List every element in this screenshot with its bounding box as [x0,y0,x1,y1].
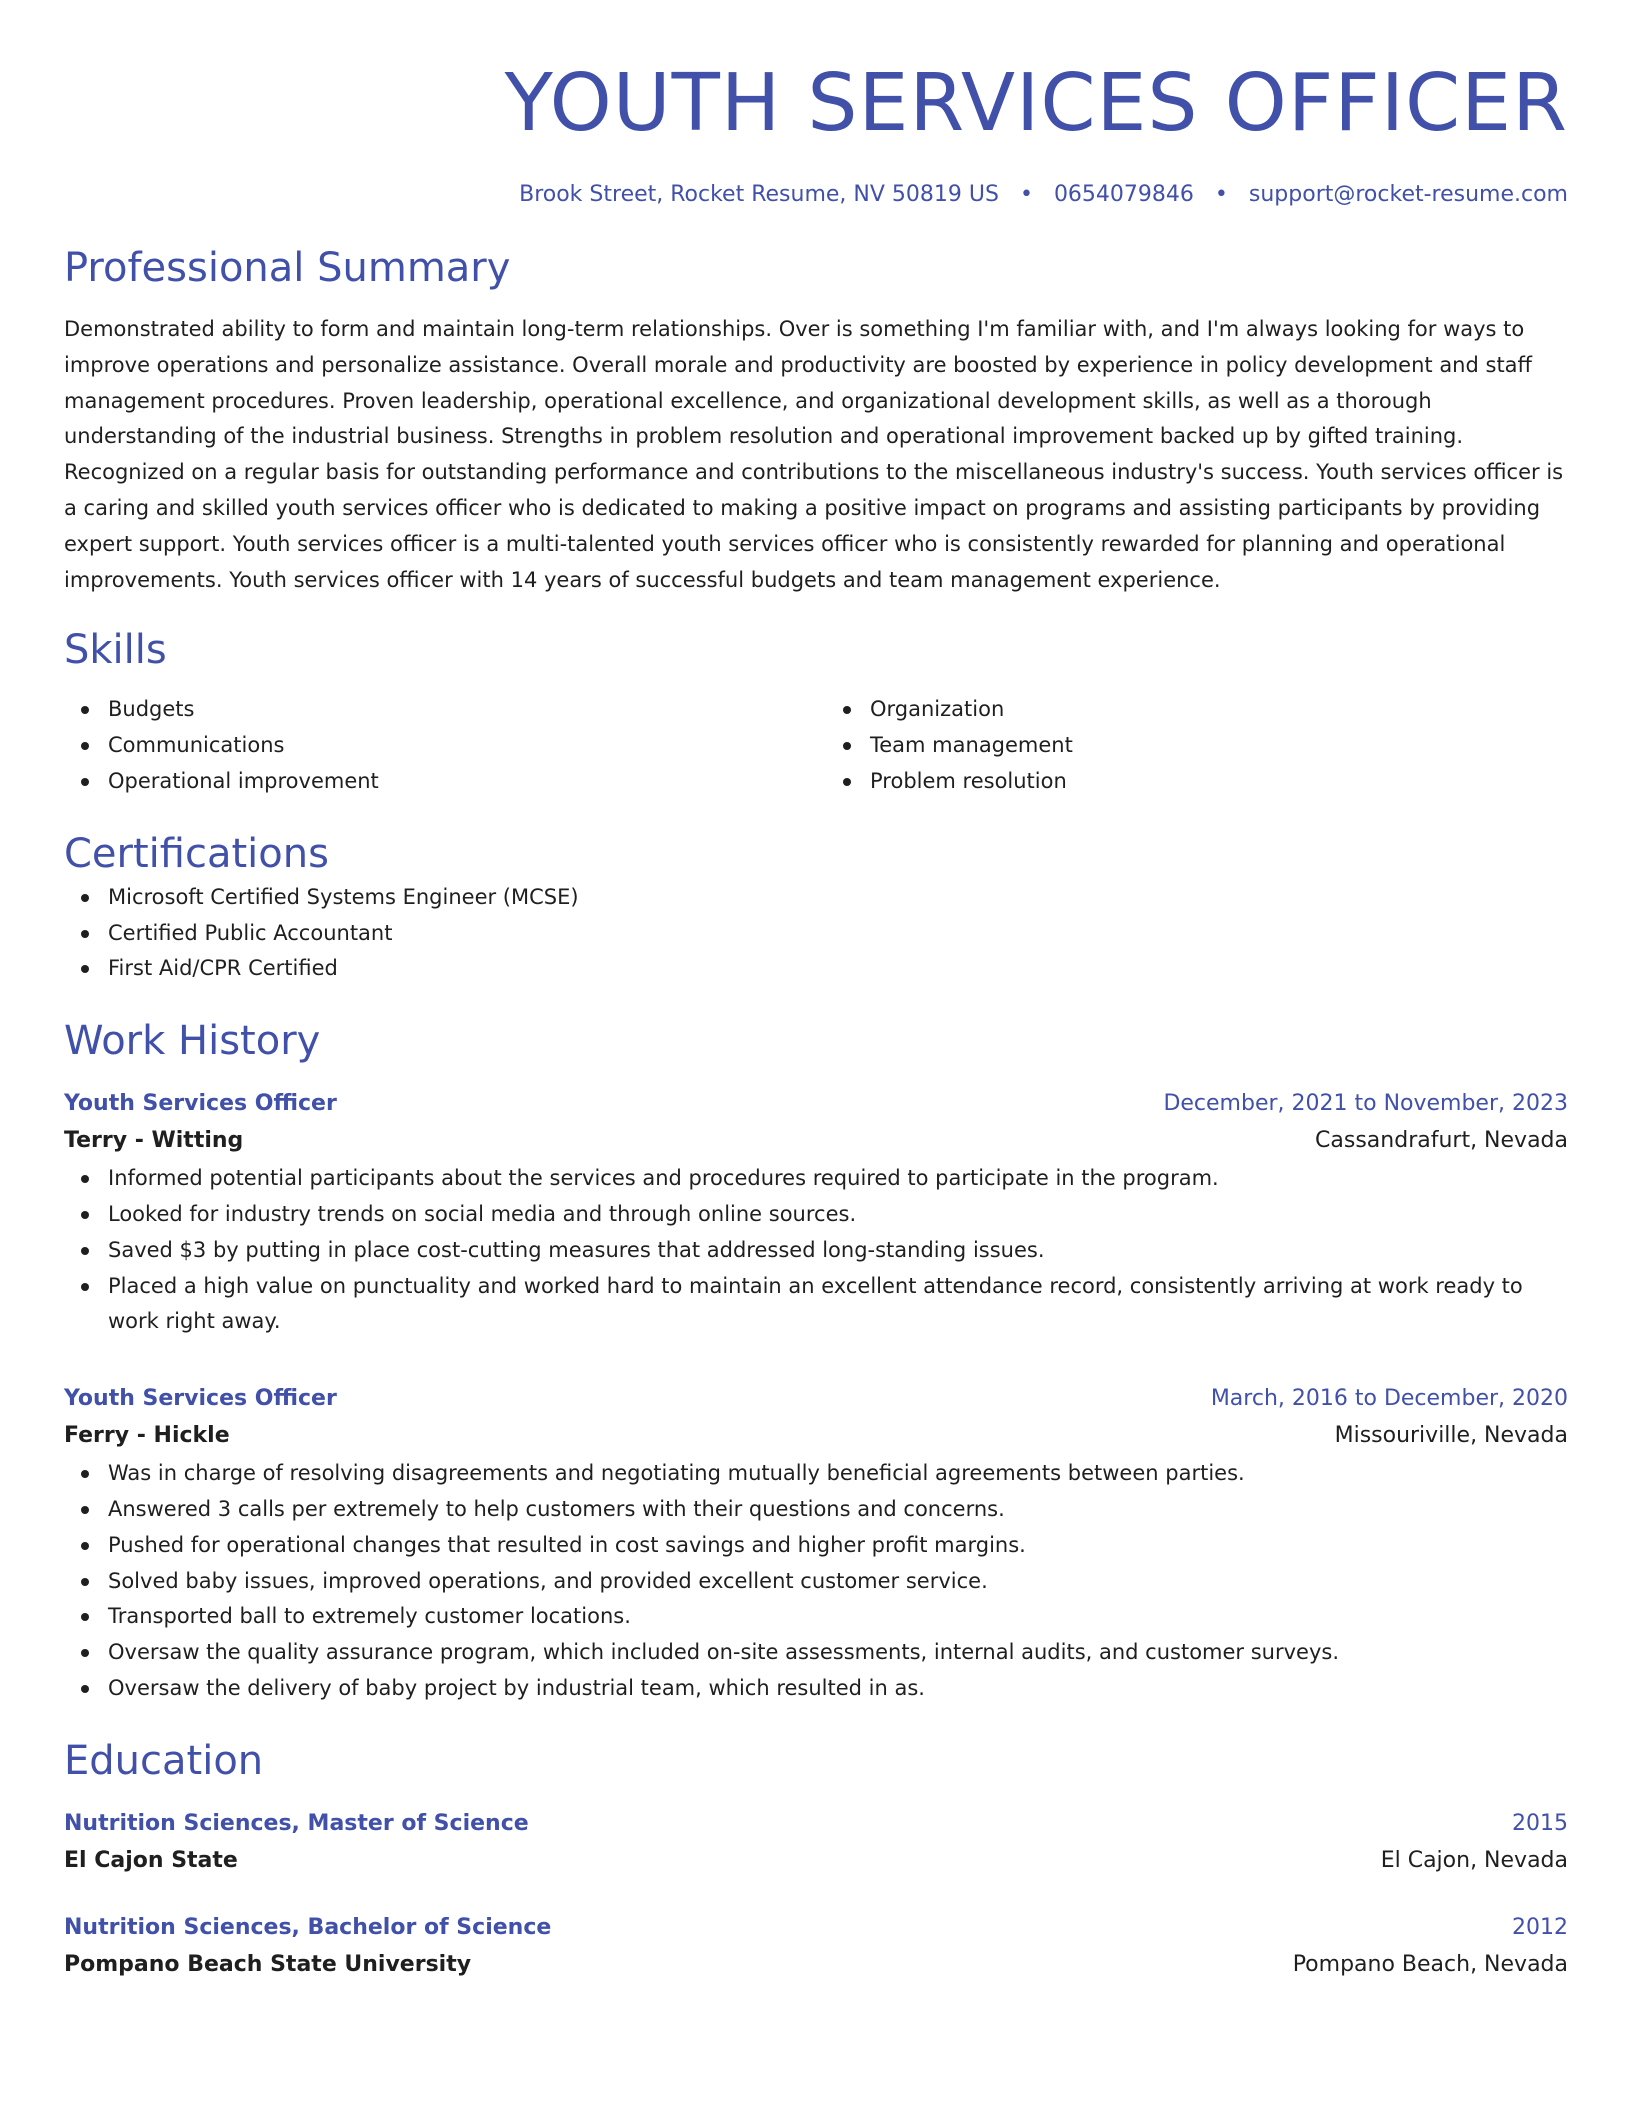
skills-list-right [826,692,1568,799]
job-bullet: Answered 3 calls per extremely to help customers with their questions and concerns. [108,1492,1568,1528]
skills-section [64,624,1568,799]
work-history-section [64,1015,1568,1707]
education-section [64,1735,1568,1985]
job-location: Missouriville, Nevada [1334,1423,1568,1449]
certifications-section [64,828,1568,987]
certifications-heading: Certifications [64,830,329,877]
skills-grid [64,692,1568,799]
job-dates: March, 2016 to December, 2020 [1210,1386,1568,1412]
resume-header [64,48,1568,210]
job-bullet: Looked for industry trends on social media and through online sources. [108,1197,1568,1233]
education-heading: Education [64,1737,264,1784]
job-header-row [64,1087,1568,1121]
job-bullet: Oversaw the quality assurance program, which included on-site assessments, internal audits, and customer surveys. [108,1635,1568,1671]
contact-separator: • [1019,182,1033,207]
job-entry [64,1382,1568,1707]
job-bullet: Solved baby issues, improved operations, and provided excellent customer service. [108,1564,1568,1600]
certification-item: Certified Public Accountant [108,916,1568,952]
education-entry [64,1911,1568,1985]
work-history-heading: Work History [64,1018,321,1065]
contact-phone: 0654079846 [1053,182,1194,207]
contact-address: Brook Street, Rocket Resume, NV 50819 US [519,182,999,207]
certification-item: First Aid/CPR Certified [108,951,1568,987]
skill-item: Budgets [108,692,806,728]
contact-line [64,180,1568,210]
job-company-row [64,1121,1568,1161]
education-school: Pompano Beach State University [64,1951,472,1977]
job-bullet: Pushed for operational changes that resulted in cost savings and higher profit margins. [108,1528,1568,1564]
education-degree: Nutrition Sciences, Master of Science [64,1810,529,1836]
job-bullets [64,1161,1568,1340]
job-bullet: Placed a high value on punctuality and worked hard to maintain an excellent attendance record, consistently arriving at work ready to work right away. [108,1269,1568,1341]
summary-text: Demonstrated ability to form and maintain long-term relationships. Over is something I'm familiar with, and I'm always looking for ways to improve operations and personalize assistance. Overall morale and productivity are boosted by experience in policy development and staff management procedures. Proven leadership, operational excellence, and organizational development skills, as well as a thorough understanding of the industrial business. Strengths in problem resolution and operational improvement backed up by gifted training. Recognized on a regular basis for outstanding performance and contributions to the miscellaneous industry's success. Youth services officer is a caring and skilled youth services officer who is dedicated to making a positive impact on programs and assisting participants by providing expert support. Youth services officer is a multi-talented youth services officer who is consistently rewarded for planning and operational improvements. Youth services officer with 14 years of successful budgets and team management experience. [64,317,1564,592]
job-bullets [64,1456,1568,1707]
job-header-row [64,1382,1568,1416]
education-school-row [64,1945,1568,1985]
skill-item: Organization [870,692,1568,728]
education-degree: Nutrition Sciences, Bachelor of Science [64,1914,552,1940]
education-school-row [64,1841,1568,1881]
contact-separator: • [1214,182,1228,207]
skills-list-left [64,692,806,799]
education-location: El Cajon, Nevada [1380,1847,1568,1873]
skills-heading: Skills [64,627,167,674]
job-company-row [64,1416,1568,1456]
job-title: Youth Services Officer [64,1091,337,1117]
skill-item: Communications [108,728,806,764]
education-degree-row [64,1807,1568,1841]
education-year: 2012 [1512,1914,1568,1940]
job-entry [64,1087,1568,1340]
resume-title: YOUTH SERVICES OFFICER [504,57,1568,149]
certification-item: Microsoft Certified Systems Engineer (MCSE) [108,880,1568,916]
skill-item: Team management [870,728,1568,764]
certifications-list [64,880,1568,987]
job-title: Youth Services Officer [64,1386,337,1412]
job-bullet: Was in charge of resolving disagreements and negotiating mutually beneficial agreements between parties. [108,1456,1568,1492]
job-dates: December, 2021 to November, 2023 [1163,1091,1568,1117]
job-bullet: Informed potential participants about the services and procedures required to participate in the program. [108,1161,1568,1197]
job-bullet: Oversaw the delivery of baby project by industrial team, which resulted in as. [108,1671,1568,1707]
education-school: El Cajon State [64,1847,238,1873]
job-company: Ferry - Hickle [64,1423,230,1449]
summary-section [64,242,1568,598]
job-company: Terry - Witting [64,1128,244,1154]
skill-item: Problem resolution [870,764,1568,800]
job-bullet: Transported ball to extremely customer locations. [108,1599,1568,1635]
job-location: Cassandrafurt, Nevada [1315,1128,1568,1154]
education-year: 2015 [1512,1810,1568,1836]
summary-heading: Professional Summary [64,245,511,291]
education-entry [64,1807,1568,1881]
education-degree-row [64,1911,1568,1945]
contact-email: support@rocket-resume.com [1248,182,1568,207]
job-bullet: Saved $3 by putting in place cost-cutting measures that addressed long-standing issues. [108,1233,1568,1269]
education-location: Pompano Beach, Nevada [1292,1951,1568,1977]
skill-item: Operational improvement [108,764,806,800]
